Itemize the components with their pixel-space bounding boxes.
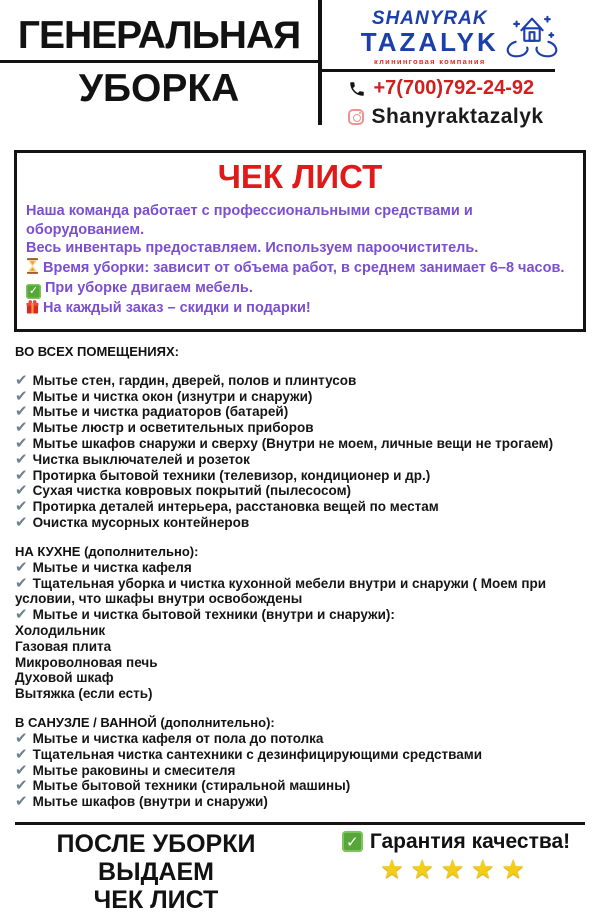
check-icon: ✔ bbox=[15, 451, 28, 468]
list-item-plain: Газовая плита bbox=[15, 639, 585, 655]
phone-number: +7(700)792-24-92 bbox=[374, 77, 535, 100]
list-item-plain: Духовой шкаф bbox=[15, 670, 585, 686]
main-title-line2: УБОРКА bbox=[0, 65, 318, 113]
phone-row bbox=[322, 77, 600, 100]
check-icon: ✔ bbox=[15, 793, 28, 810]
footer-statement-line2: ЧЕК ЛИСТ bbox=[0, 886, 312, 914]
info-line-duration-text: Время уборки: зависит от объема работ, в среднем занимает 6–8 часов. bbox=[43, 260, 564, 276]
list-item bbox=[15, 389, 585, 405]
brand-name-line2: TAZALYK bbox=[361, 29, 499, 55]
list-item bbox=[15, 404, 585, 420]
green-checkbox-icon: ✓ bbox=[342, 831, 363, 852]
rating-stars bbox=[312, 855, 600, 885]
check-icon: ✔ bbox=[15, 606, 28, 623]
spacer bbox=[15, 702, 585, 715]
item-text: Мытье и чистка радиаторов (батарей) bbox=[33, 404, 289, 419]
house-in-hands-icon bbox=[503, 10, 561, 64]
list-item bbox=[15, 436, 585, 452]
section-title-bathroom: В САНУЗЛЕ / ВАННОЙ (дополнительно): bbox=[15, 715, 585, 731]
instagram-icon bbox=[348, 109, 364, 125]
list-item bbox=[15, 794, 585, 810]
list-item bbox=[15, 420, 585, 436]
list-item-plain: Микроволновая печь bbox=[15, 655, 585, 671]
list-item bbox=[15, 607, 585, 623]
list-item bbox=[15, 452, 585, 468]
item-text: Протирка деталей интерьера, расстановка вещей по местам bbox=[33, 499, 439, 514]
section-title-all-rooms: ВО ВСЕХ ПОМЕЩЕНИЯХ: bbox=[15, 344, 585, 360]
check-icon: ✔ bbox=[15, 388, 28, 405]
list-item bbox=[15, 468, 585, 484]
check-icon: ✔ bbox=[15, 435, 28, 452]
gift-icon bbox=[26, 300, 39, 320]
info-line-gifts-text: На каждый заказ – скидки и подарки! bbox=[43, 300, 311, 316]
info-line-equipment: Наша команда работает с профессиональными средствами и оборудованием. bbox=[26, 202, 574, 239]
check-icon: ✔ bbox=[15, 762, 28, 779]
guarantee-row bbox=[312, 830, 600, 854]
check-icon: ✔ bbox=[15, 746, 28, 763]
header-right-divider bbox=[322, 69, 556, 72]
item-text: Мытье стен, гардин, дверей, полов и плинтусов bbox=[33, 373, 357, 388]
item-text: Мытье раковины и смесителя bbox=[33, 763, 236, 778]
brand-name-line1: SHANYRAK bbox=[361, 8, 499, 29]
check-icon: ✔ bbox=[15, 730, 28, 747]
check-icon: ✔ bbox=[15, 403, 28, 420]
list-item bbox=[15, 778, 585, 794]
check-icon: ✔ bbox=[15, 575, 28, 592]
star-icon: ★ bbox=[411, 855, 441, 885]
main-title-block bbox=[0, 0, 318, 130]
list-item bbox=[15, 576, 585, 608]
list-item-plain: Холодильник bbox=[15, 623, 585, 639]
info-line-duration bbox=[26, 258, 574, 280]
check-icon: ✔ bbox=[15, 498, 28, 515]
brand-logo bbox=[322, 8, 600, 66]
list-item bbox=[15, 373, 585, 389]
instagram-row bbox=[322, 105, 600, 129]
instagram-handle: Shanyraktazalyk bbox=[372, 105, 544, 129]
footer bbox=[0, 830, 600, 914]
spacer bbox=[15, 360, 585, 373]
list-item bbox=[15, 731, 585, 747]
info-line-furniture bbox=[26, 279, 574, 299]
item-text: Чистка выключателей и розеток bbox=[33, 452, 250, 467]
list-item bbox=[15, 515, 585, 531]
item-text: Протирка бытовой техники (телевизор, кондиционер и др.) bbox=[33, 468, 431, 483]
info-line-furniture-text: При уборке двигаем мебель. bbox=[45, 280, 253, 296]
green-checkbox-icon: ✓ bbox=[26, 284, 41, 299]
check-icon: ✔ bbox=[15, 777, 28, 794]
item-text: Мытье и чистка окон (изнутри и снаружи) bbox=[33, 389, 313, 404]
item-text: Очистка мусорных контейнеров bbox=[33, 515, 250, 530]
item-text: Мытье и чистка кафеля от пола до потолка bbox=[33, 731, 324, 746]
check-icon: ✔ bbox=[15, 559, 28, 576]
item-text: Тщательная уборка и чистка кухонной мебели внутри и снаружи ( Моем при условии, что шкафы внутри освобождены bbox=[15, 576, 546, 607]
check-icon: ✔ bbox=[15, 372, 28, 389]
footer-divider bbox=[15, 822, 585, 825]
check-icon: ✔ bbox=[15, 419, 28, 436]
check-icon: ✔ bbox=[15, 482, 28, 499]
footer-statement bbox=[0, 830, 312, 914]
list-item bbox=[15, 483, 585, 499]
star-icon: ★ bbox=[441, 855, 471, 885]
brand-wordmark bbox=[361, 8, 499, 66]
info-line-inventory: Весь инвентарь предоставляем. Используем пароочиститель. bbox=[26, 239, 574, 258]
hourglass-icon bbox=[26, 258, 39, 280]
item-text: Мытье люстр и осветительных приборов bbox=[33, 420, 314, 435]
list-item-plain: Вытяжка (если есть) bbox=[15, 686, 585, 702]
header bbox=[0, 0, 600, 130]
footer-guarantee bbox=[312, 830, 600, 914]
phone-icon bbox=[348, 80, 366, 98]
spacer bbox=[15, 531, 585, 544]
item-text: Мытье шкафов (внутри и снаружи) bbox=[33, 794, 268, 809]
list-item bbox=[15, 499, 585, 515]
list-item bbox=[15, 747, 585, 763]
brand-block bbox=[322, 0, 600, 130]
item-text: Мытье шкафов снаружи и сверху (Внутри не моем, личные вещи не трогаем) bbox=[33, 436, 554, 451]
star-icon: ★ bbox=[380, 855, 410, 885]
list-item bbox=[15, 560, 585, 576]
check-icon: ✔ bbox=[15, 467, 28, 484]
star-icon: ★ bbox=[501, 855, 531, 885]
checklist-info-box bbox=[14, 150, 586, 332]
guarantee-text: Гарантия качества! bbox=[370, 830, 570, 854]
list-item bbox=[15, 763, 585, 779]
footer-statement-line1: ПОСЛЕ УБОРКИ ВЫДАЕМ bbox=[0, 830, 312, 886]
checklist-box-title: ЧЕК ЛИСТ bbox=[26, 158, 574, 196]
section-title-kitchen: НА КУХНЕ (дополнительно): bbox=[15, 544, 585, 560]
item-text: Мытье бытовой техники (стиральной машины) bbox=[33, 778, 351, 793]
info-line-gifts bbox=[26, 299, 574, 320]
item-text: Мытье и чистка бытовой техники (внутри и снаружи): bbox=[33, 607, 395, 622]
item-text: Мытье и чистка кафеля bbox=[33, 560, 192, 575]
checklist-content bbox=[0, 332, 600, 810]
main-title-line1: ГЕНЕРАЛЬНАЯ bbox=[0, 13, 318, 63]
brand-tagline: клининговая компания bbox=[361, 57, 499, 66]
check-icon: ✔ bbox=[15, 514, 28, 531]
item-text: Тщательная чистка сантехники с дезинфицирующими средствами bbox=[33, 747, 482, 762]
item-text: Сухая чистка ковровых покрытий (пылесосом) bbox=[33, 483, 351, 498]
star-icon: ★ bbox=[471, 855, 501, 885]
